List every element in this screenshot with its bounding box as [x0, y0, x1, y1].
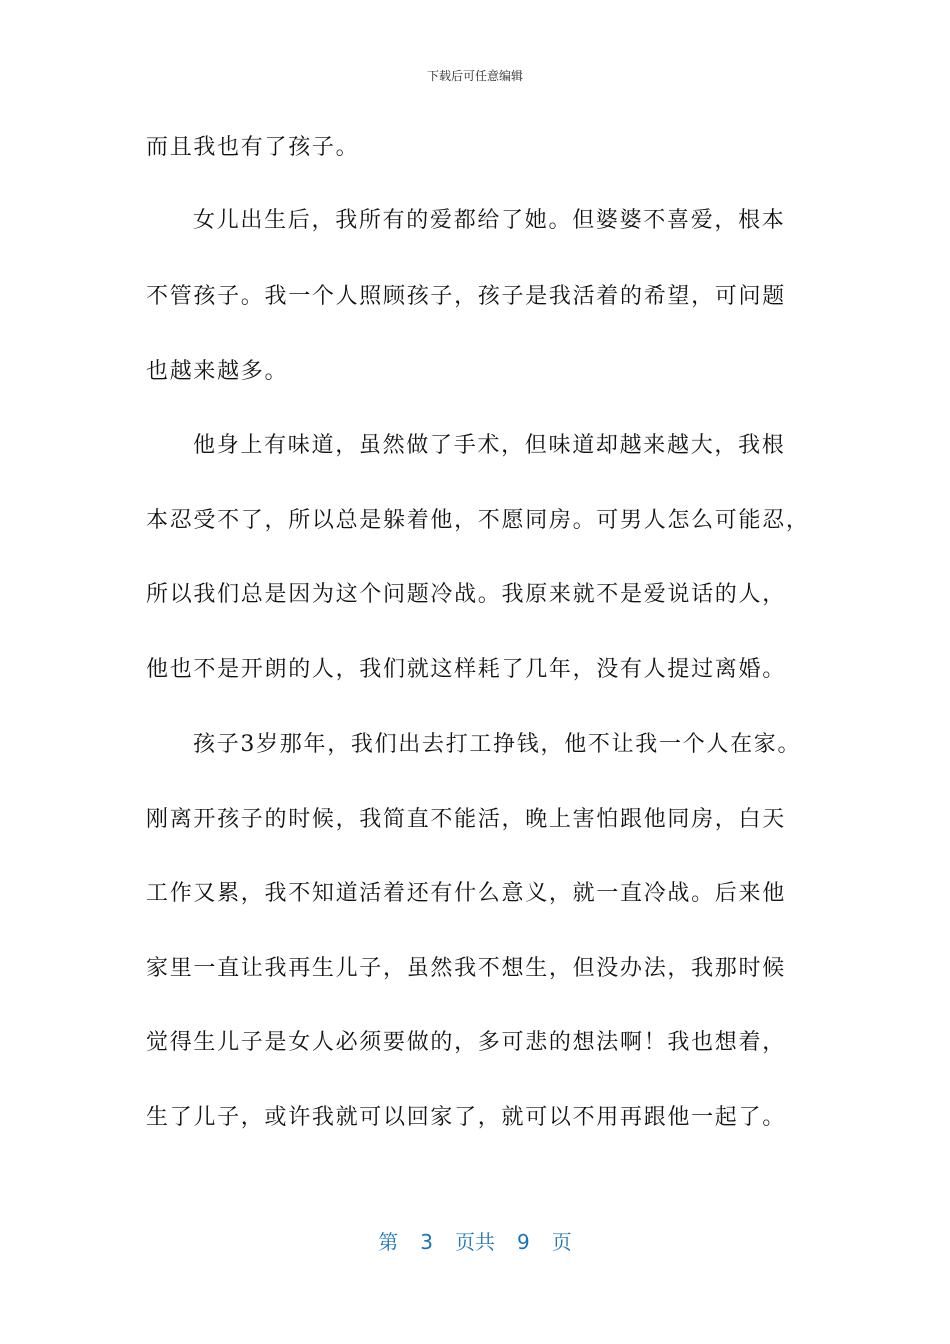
text-line: 不管孩子。我一个人照顾孩子，孩子是我活着的希望，可问题: [146, 284, 786, 309]
footer-middle: 页共: [455, 1230, 495, 1254]
text-line: 所以我们总是因为这个问题冷战。我原来就不是爱说话的人，: [146, 582, 786, 607]
page-header: 下载后可任意编辑: [426, 69, 523, 83]
text-line: 孩子3岁那年，我们出去打工挣钱，他不让我一个人在家。: [193, 732, 802, 757]
text-line: 工作又累，我不知道活着还有什么意义，就一直冷战。后来他: [146, 881, 786, 906]
text-line: 而且我也有了孩子。: [146, 135, 360, 160]
footer-prefix: 第: [378, 1230, 399, 1254]
current-page-number: 3: [420, 1230, 433, 1254]
text-line: 刚离开孩子的时候，我简直不能活，晚上害怕跟他同房，白天: [146, 807, 786, 832]
text-line: 觉得生儿子是女人必须要做的，多可悲的想法啊！我也想着，: [146, 1030, 786, 1055]
text-line: 他也不是开朗的人，我们就这样耗了几年，没有人提过离婚。: [146, 657, 786, 682]
text-line: 家里一直让我再生儿子，虽然我不想生，但没办法，我那时候: [146, 956, 786, 981]
total-pages-number: 9: [517, 1230, 530, 1254]
text-line: 也越来越多。: [146, 359, 289, 384]
text-line: 他身上有味道，虽然做了手术，但味道却越来越大，我根: [193, 433, 786, 458]
footer-suffix: 页: [551, 1230, 572, 1254]
text-line: 生了儿子，或许我就可以回家了，就可以不用再跟他一起了。: [146, 1105, 786, 1130]
text-line: 本忍受不了，所以总是躲着他，不愿同房。可男人怎么可能忍，: [146, 508, 810, 533]
page-footer: [0, 1226, 950, 1255]
text-line: 女儿出生后，我所有的爱都给了她。但婆婆不喜爱，根本: [193, 208, 786, 233]
